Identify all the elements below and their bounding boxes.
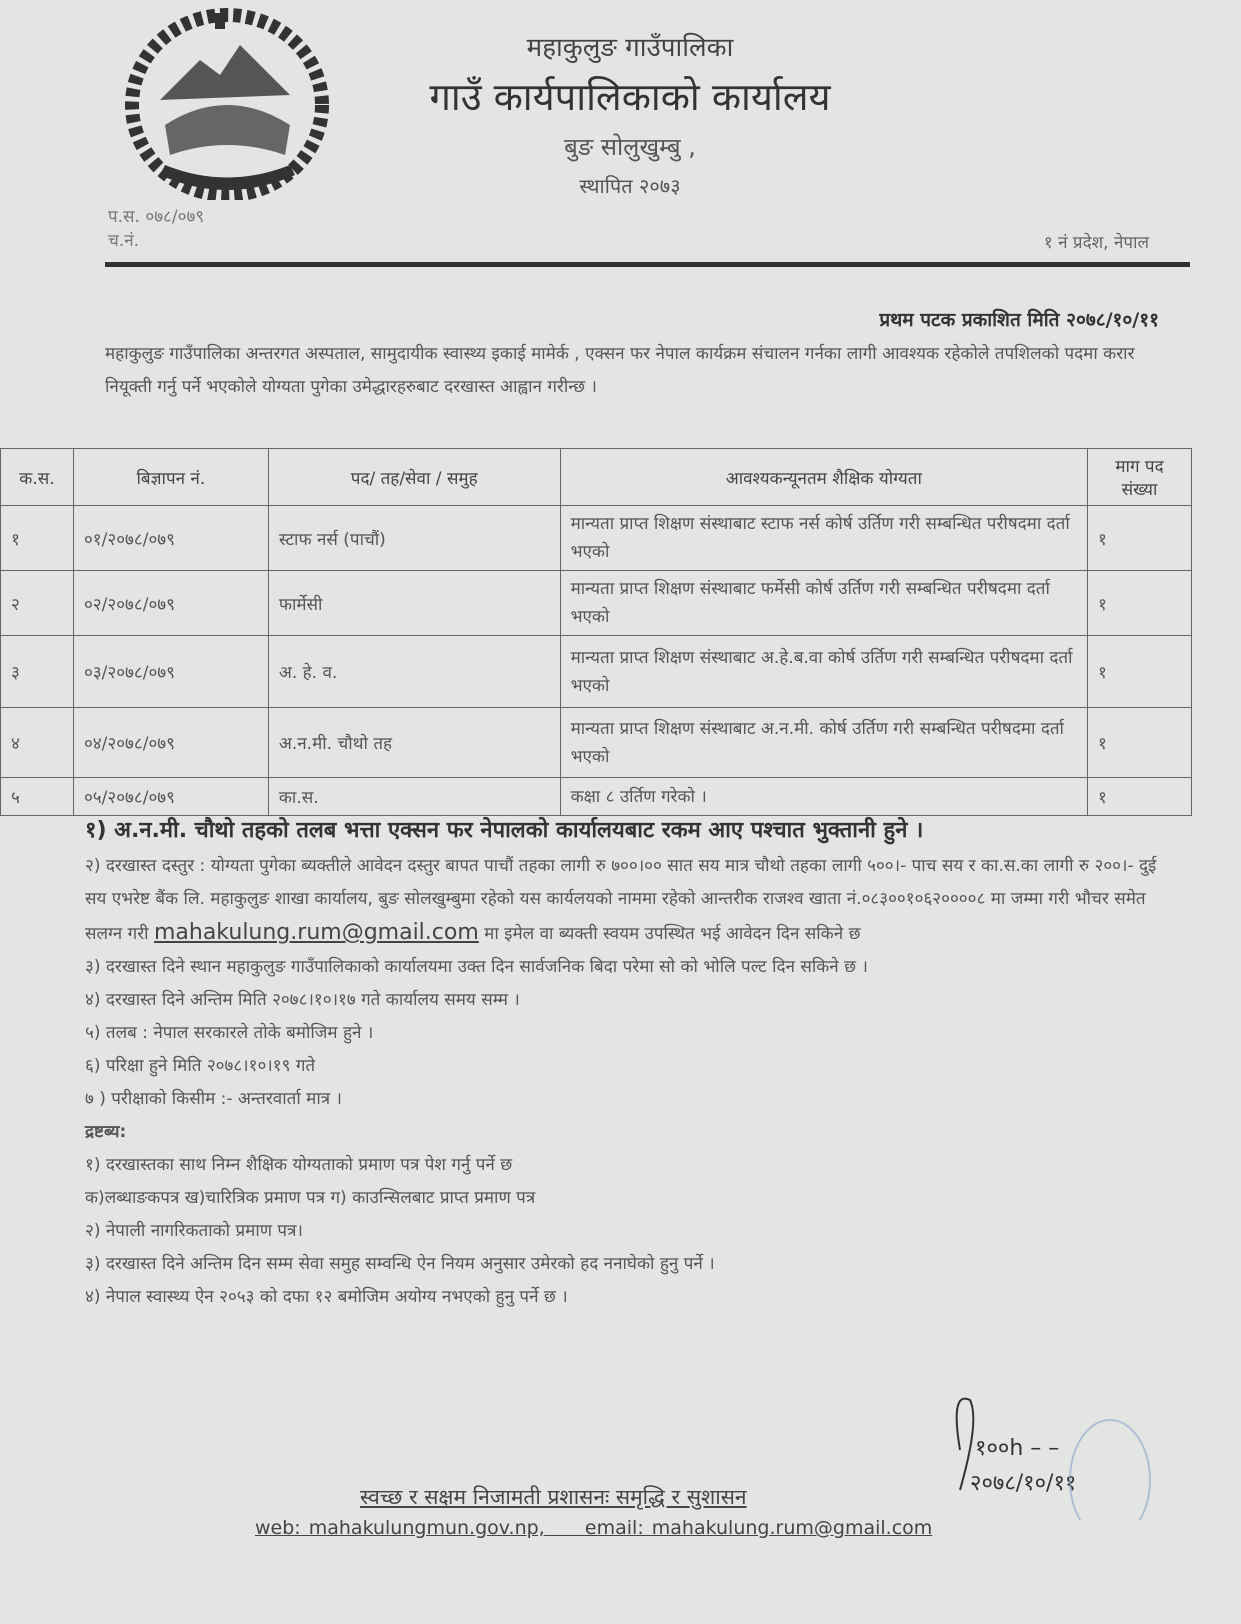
note-7: ७ ) परीक्षाको किसीम :- अन्तरवार्ता मात्र । [85, 1089, 342, 1109]
col-positions: माग पद संख्या [1088, 449, 1192, 506]
svg-text:१००h – –: १००h – – [975, 1436, 1060, 1461]
note-4: ४) दरखास्त दिने अन्तिम मिति २०७८।१०।१७ गते कार्यालय समय सम्म । [85, 990, 520, 1010]
dispatch-no: च.नं. [108, 231, 140, 251]
office-region: स्थापित २०७३ [579, 174, 681, 198]
row-positions: १ [1088, 636, 1192, 708]
note-1: १) अ.न.मी. चौथो तहको तलब भत्ता एक्सन फर नेपालको कार्यालयबाट रकम आए पश्चात भुक्तानी हुने । [85, 818, 924, 843]
row-sn: ४ [1, 708, 74, 778]
footer-contact [255, 1517, 932, 1539]
note-2 [85, 850, 1165, 951]
row-post: फार्मेसी [268, 571, 560, 636]
remark-3: ३) दरखास्त दिने अन्तिम दिन सम्म सेवा समुह सम्वन्धि ऐन नियम अनुसार उमेरको हद ननाघेको हुनु पर्ने । [85, 1254, 715, 1274]
remark-2: २) नेपाली नागरिकताको प्रमाण पत्र। [85, 1221, 303, 1241]
col-ad-no: बिज्ञापन नं. [73, 449, 268, 506]
col-sn: क.स. [1, 449, 74, 506]
footer-website-link[interactable]: web: mahakulungmun.gov.np, [255, 1517, 545, 1539]
table-row [1, 571, 1192, 636]
row-qualification: मान्यता प्राप्त शिक्षण संस्थाबाट अ.हे.ब.वा कोर्ष उर्तिण गरी सम्बन्धित परीषदमा दर्ता भएको [560, 636, 1087, 708]
note-3: ३) दरखास्त दिने स्थान महाकुलुङ गाउँपालिकाको कार्यालयमा उक्त दिन सार्वजनिक बिदा परेमा सो को भोलि पल्ट दिन सकिने छ । [85, 957, 868, 977]
col-qualification: आवश्यकन्यूनतम शैक्षिक योग्यता [560, 449, 1087, 506]
row-positions: १ [1088, 571, 1192, 636]
row-post: अ.न.मी. चौथो तह [268, 708, 560, 778]
remark-1: १) दरखास्तका साथ निम्न शैक्षिक योग्यताको प्रमाण पत्र पेश गर्नु पर्ने छ [85, 1155, 513, 1175]
remarks-title: द्रष्टब्य: [85, 1122, 127, 1142]
ref-no: प.स. ०७८/०७९ [108, 207, 205, 227]
vacancy-table [0, 448, 1192, 816]
row-sn: २ [1, 571, 74, 636]
note-2-text-end: मा इमेल वा ब्यक्ती स्वयम उपस्थित भई आवेदन दिन सकिने छ [478, 924, 861, 944]
table-row [1, 778, 1192, 816]
row-positions: १ [1088, 506, 1192, 571]
row-ad-no: ०५/२०७८/०७९ [73, 778, 268, 816]
email-link-inline[interactable]: mahakulung.rum@gmail.com [153, 920, 479, 945]
intro-paragraph: महाकुलुङ गाउँपालिका अन्तरगत अस्पताल, सामुदायीक स्वास्थ्य इकाई मामेर्क , एक्सन फर नेपाल कार्यक्रम संचालन गर्नका लागी आवश्यक रहेकोले तपशिलको पदमा करार नियूक्ती गर्नु पर्ने भएकोले योग्यता पुगेका उमेद्धारहरुबाट दरखास्त आह्वान गरीन्छ । [105, 344, 1135, 397]
row-ad-no: ०३/२०७८/०७९ [73, 636, 268, 708]
header-divider [105, 262, 1190, 267]
row-post: अ. हे. व. [268, 636, 560, 708]
remark-4: ४) नेपाल स्वास्थ्य ऐन २०५३ को दफा १२ बमोजिम अयोग्य नभएको हुनु पर्ने छ । [85, 1287, 568, 1307]
table-row [1, 506, 1192, 571]
row-sn: १ [1, 506, 74, 571]
row-positions: १ [1088, 778, 1192, 816]
row-qualification: मान्यता प्राप्त शिक्षण संस्थाबाट अ.न.मी. कोर्ष उर्तिण गरी सम्बन्धित परीषदमा दर्ता भएको [560, 708, 1087, 778]
publish-date: प्रथम पटक प्रकाशित मिति २०७८/१०/११ [879, 309, 1159, 331]
table-row [1, 636, 1192, 708]
row-positions: १ [1088, 708, 1192, 778]
row-ad-no: ०४/२०७८/०७९ [73, 708, 268, 778]
note-6: ६) परिक्षा हुने मिति २०७८।१०।१९ गते [85, 1056, 316, 1076]
row-ad-no: ०२/२०७८/०७९ [73, 571, 268, 636]
row-qualification: मान्यता प्राप्त शिक्षण संस्थाबाट फर्मेसी कोर्ष उर्तिण गरी सम्बन्धित परीषदमा दर्ता भएको [560, 571, 1087, 636]
table-header-row [1, 449, 1192, 506]
note-5: ५) तलब : नेपाल सरकारले तोके बमोजिम हुने । [85, 1023, 374, 1043]
office-title: गाउँ कार्यपालिकाको कार्यालय [429, 75, 831, 119]
row-ad-no: ०१/२०७८/०७९ [73, 506, 268, 571]
note-2-text: २) दरखास्त दस्तुर : योग्यता पुगेका ब्यक्तीले आवेदन दस्तुर बापत पाचौं तहका लागी रु ७००।०० सात सय मात्र चौथो तहका लागी ५००।- पाच सय र का.स.का लागी रु २००।- दुई सय एभरेष्ट बैंक लि. महाकुलुङ शाखा कार्यालय, बुङ सोलखुम्बुमा रहेको यस कार्यलयको नाममा रहेको आन्तरीक राजश्व खाता नं.०८३००१०६२००००८ मा जम्मा गरी भौचर समेत सलग्न गरी [85, 856, 1157, 944]
remark-1b: क)लब्धाङकपत्र ख)चारित्रिक प्रमाण पत्र ग) काउन्सिलबाट प्राप्त प्रमाण पत्र [85, 1188, 536, 1208]
row-qualification: मान्यता प्राप्त शिक्षण संस्थाबाट स्टाफ नर्स कोर्ष उर्तिण गरी सम्बन्धित परीषदमा दर्ता भएको [560, 506, 1087, 571]
row-sn: ३ [1, 636, 74, 708]
row-sn: ५ [1, 778, 74, 816]
row-qualification: कक्षा ८ उर्तिण गरेको । [560, 778, 1087, 816]
row-post: स्टाफ नर्स (पाचौं) [268, 506, 560, 571]
notes-section [85, 812, 1165, 1314]
svg-text:२०७८/१०/११: २०७८/१०/११ [970, 1471, 1077, 1496]
municipality-name: महाकुलुङ गाउँपालिका [526, 33, 734, 63]
signature [940, 1380, 1160, 1520]
col-post: पद/ तह/सेवा / समुह [268, 449, 560, 506]
row-post: का.स. [268, 778, 560, 816]
footer-email-link[interactable]: email: mahakulung.rum@gmail.com [584, 1517, 933, 1539]
province: १ नं प्रदेश, नेपाल [1043, 233, 1149, 253]
nepal-emblem-logo [120, 5, 335, 200]
office-location: बुङ सोलुखुम्बु , [564, 133, 696, 161]
footer-motto: स्वच्छ र सक्षम निजामती प्रशासनः समृद्धि र सुशासन [360, 1485, 747, 1509]
table-row [1, 708, 1192, 778]
reference-numbers [108, 205, 204, 253]
